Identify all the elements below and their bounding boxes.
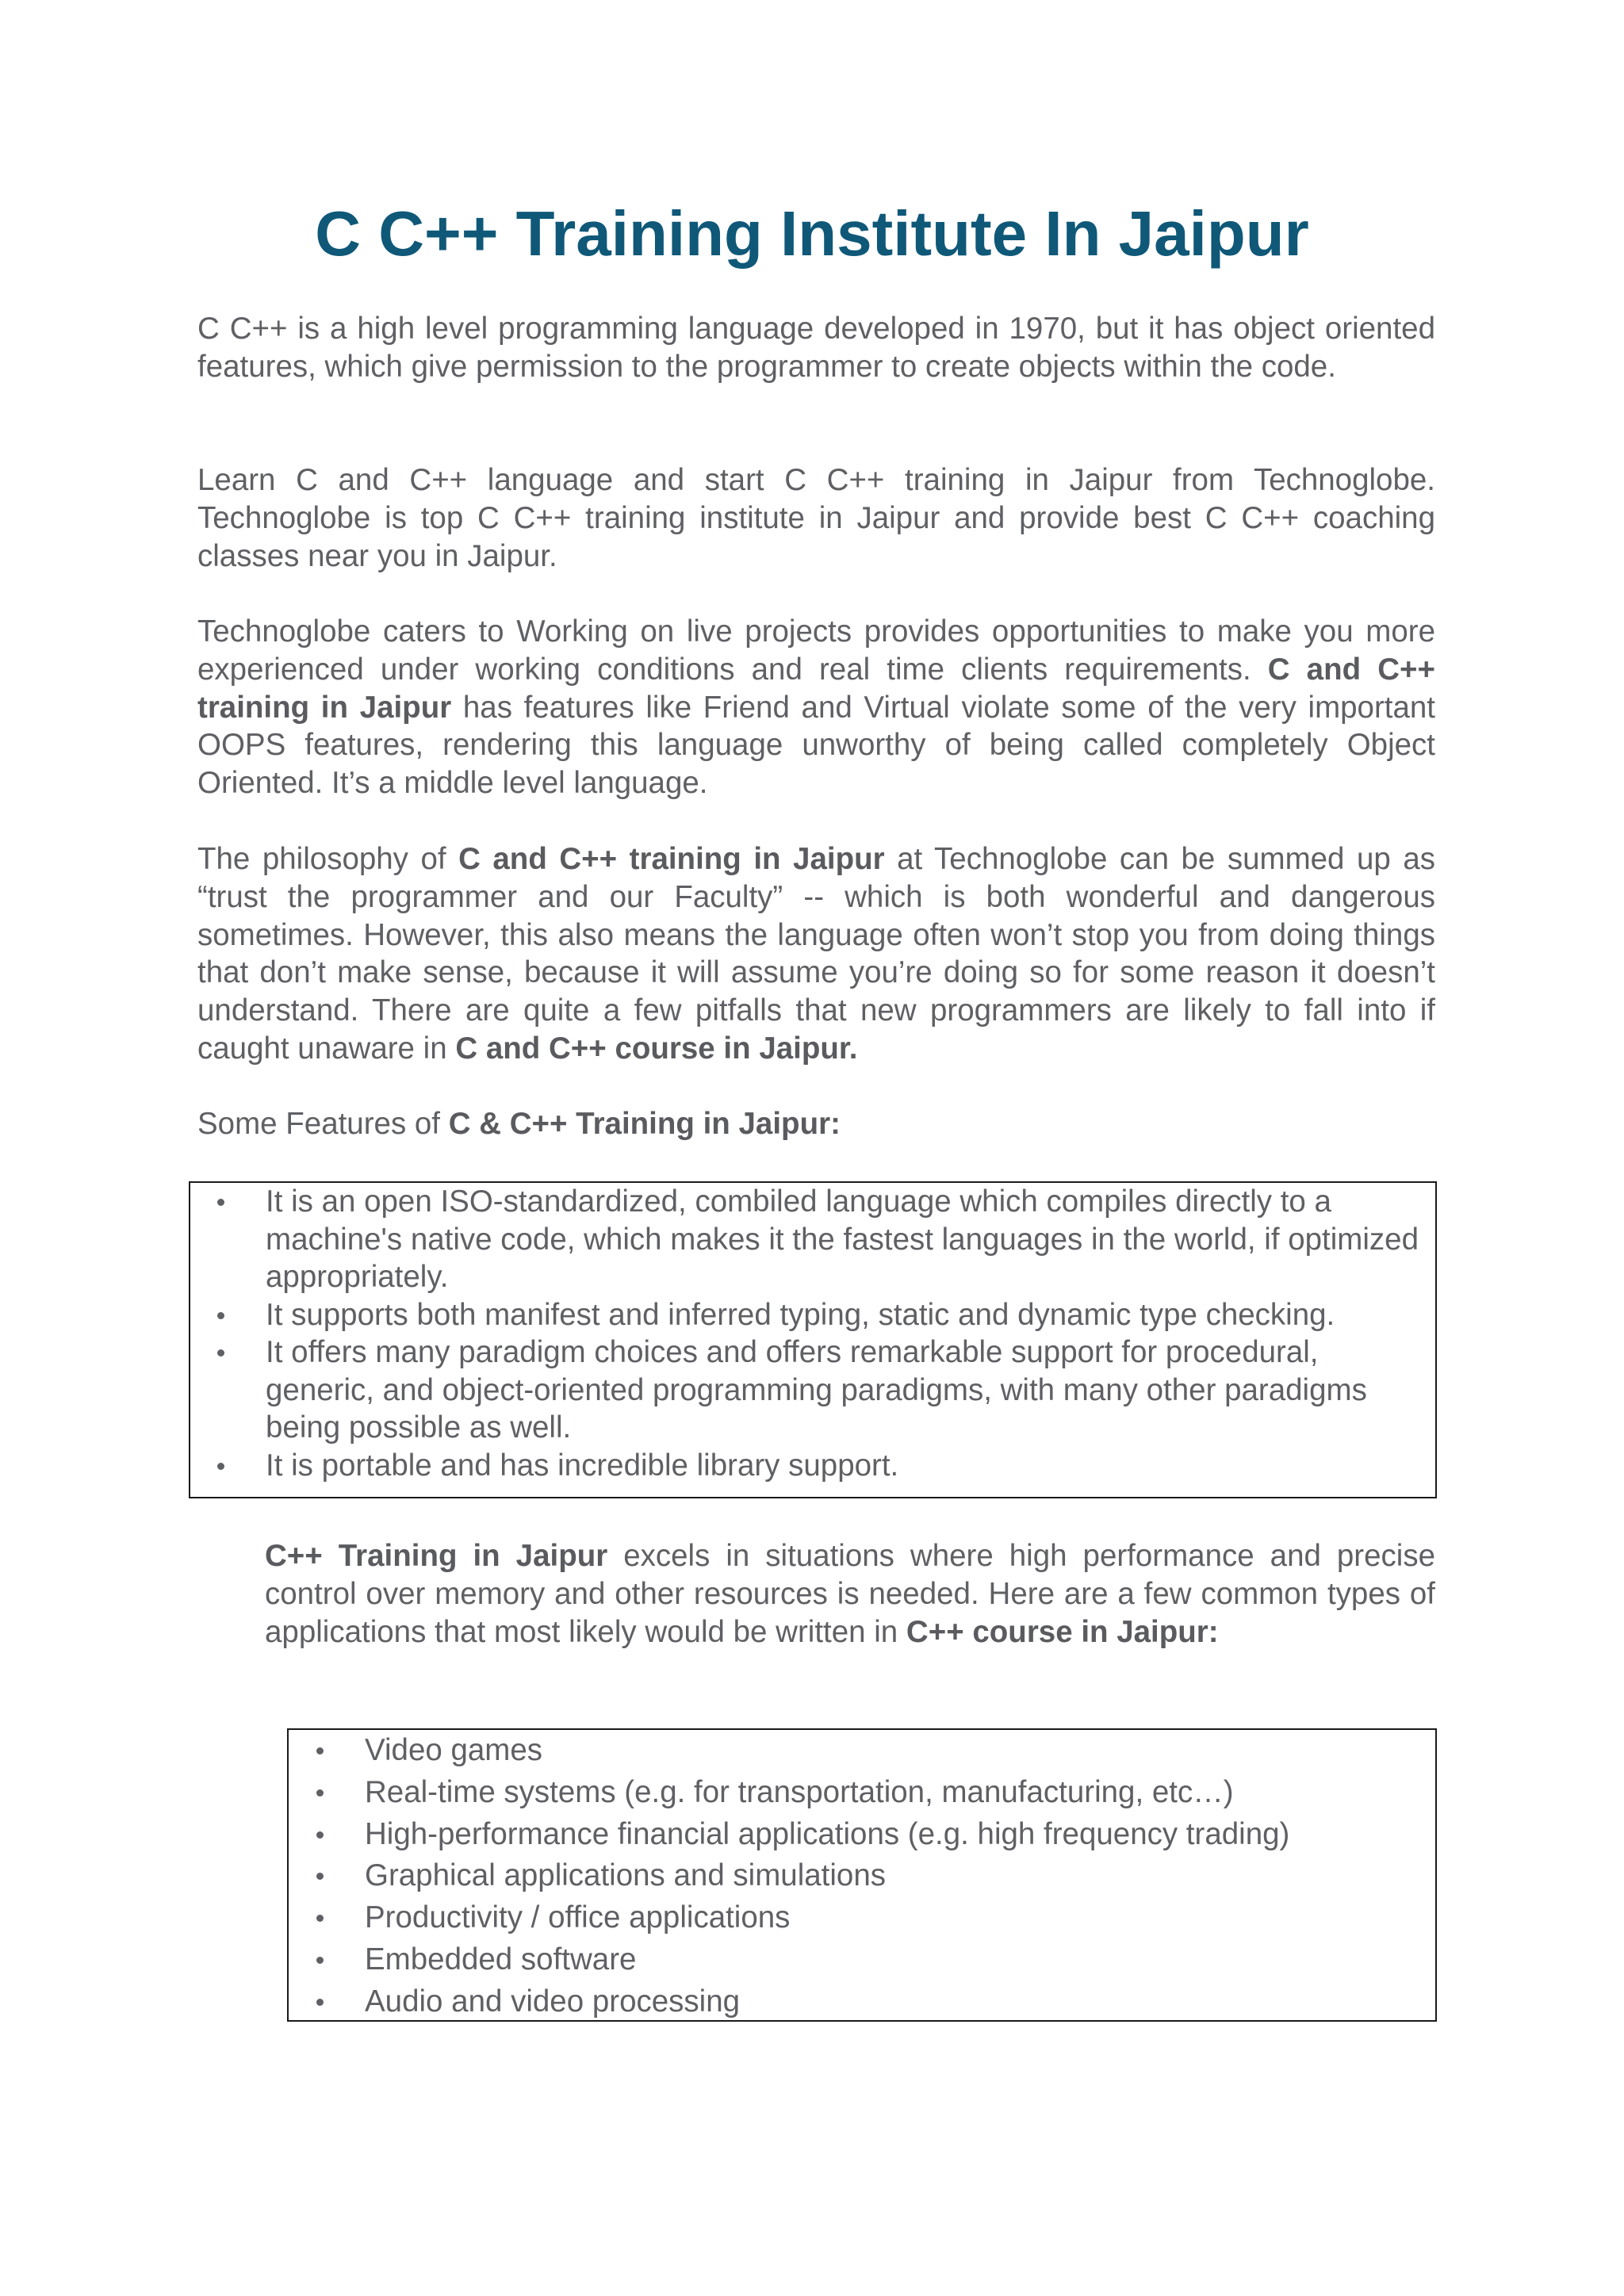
bullet-icon <box>217 1312 224 1319</box>
text-run: excels in situations where high performance and precise control over memory and other resources is needed. Here are a few common types of applications that most likely would be written in <box>265 1539 1435 1649</box>
list-item-text: High-performance financial applications (e.g. high frequency trading) <box>365 1816 1290 1851</box>
list-item <box>289 1772 1435 1814</box>
text-run: Some Features of <box>197 1107 449 1141</box>
bullet-icon <box>316 1999 324 2006</box>
list-item-text: Audio and video processing <box>365 1984 741 2019</box>
bold-phrase: C++ course in Jaipur: <box>906 1614 1219 1649</box>
list-item-text: It offers many paradigm choices and offers remarkable support for procedural, generic, and object-oriented programming paradigms, with many other paradigms being possible as well. <box>266 1335 1367 1445</box>
philosophy-paragraph <box>197 840 1435 1068</box>
bullet-icon <box>316 1957 324 1964</box>
text-run: at Technoglobe can be summed up as “trust the programmer and our Faculty” -- which is both wonderful and dangerous sometimes. However, this also means the language often won’t stop you from doing things that don’t make sense, because it will assume you’re doing so for some reason it doesn’t understand. There are quite a few pitfalls that new programmers are likely to fall into if caught unaware in <box>197 842 1435 1066</box>
live-projects-paragraph <box>197 613 1435 802</box>
bold-phrase: C and C++ course in Jaipur. <box>455 1031 858 1066</box>
list-item <box>190 1447 1435 1485</box>
list-item <box>289 1814 1435 1856</box>
bullet-icon <box>217 1349 224 1357</box>
bold-phrase: C++ Training in Jaipur <box>265 1539 608 1573</box>
bold-phrase: C and C++ training in Jaipur <box>458 842 885 876</box>
features-list <box>190 1183 1435 1484</box>
bullet-icon <box>217 1463 224 1470</box>
intro-paragraph: C C++ is a high level programming language developed in 1970, but it has object oriented features, which give permission to the programmer to create objects within the code. <box>197 312 1435 384</box>
features-box <box>189 1181 1437 1498</box>
text-run: Technoglobe caters to Working on live projects provides opportunities to make you more experienced under working conditions and real time clients requirements. <box>197 614 1435 687</box>
bullet-icon <box>316 1789 324 1797</box>
bullet-icon <box>217 1199 224 1206</box>
list-item-text: Graphical applications and simulations <box>365 1858 887 1893</box>
applications-list <box>289 1730 1435 2023</box>
page-title: C C++ Training Institute In Jaipur <box>315 198 1309 269</box>
list-item <box>190 1334 1435 1447</box>
list-item-text: It supports both manifest and inferred typing, static and dynamic type checking. <box>266 1297 1335 1332</box>
list-item <box>289 1939 1435 1981</box>
bullet-icon <box>316 1831 324 1839</box>
list-item-text: It is an open ISO-standardized, combiled language which compiles directly to a machine's native code, which makes it the fastest languages in the world, if optimized appropriately. <box>266 1184 1419 1294</box>
list-item-text: It is portable and has incredible library support. <box>266 1448 899 1483</box>
bold-phrase: C & C++ Training in Jaipur: <box>448 1107 841 1141</box>
features-heading <box>197 1105 1435 1143</box>
list-item <box>190 1296 1435 1334</box>
text-run: has features like Friend and Virtual violate some of the very important OOPS features, rendering this language unworthy of being called completely Object Oriented. It’s a middle level language. <box>197 690 1436 801</box>
bullet-icon <box>316 1915 324 1922</box>
applications-box <box>287 1728 1437 2022</box>
bullet-icon <box>316 1873 324 1880</box>
bold-phrase: C and C++ training in Jaipur <box>197 652 1435 725</box>
text-run: The philosophy of <box>197 842 459 876</box>
list-item-text: Embedded software <box>365 1942 637 1976</box>
learn-paragraph: Learn C and C++ language and start C C++ training in Jaipur from Technoglobe. Technoglobe is top C C++ training institute in Jaipur and provide best C C++ coaching classes near you in Jaipur. <box>197 463 1435 573</box>
list-item-text: Real-time systems (e.g. for transportation, manufacturing, etc…) <box>365 1774 1234 1809</box>
applications-intro-paragraph <box>265 1537 1435 1651</box>
list-item <box>289 1730 1435 1772</box>
bullet-icon <box>316 1747 324 1755</box>
list-item <box>289 1855 1435 1897</box>
list-item-text: Video games <box>365 1733 543 1767</box>
list-item <box>289 1897 1435 1939</box>
list-item-text: Productivity / office applications <box>365 1900 791 1935</box>
list-item <box>289 1981 1435 2023</box>
list-item <box>190 1183 1435 1296</box>
